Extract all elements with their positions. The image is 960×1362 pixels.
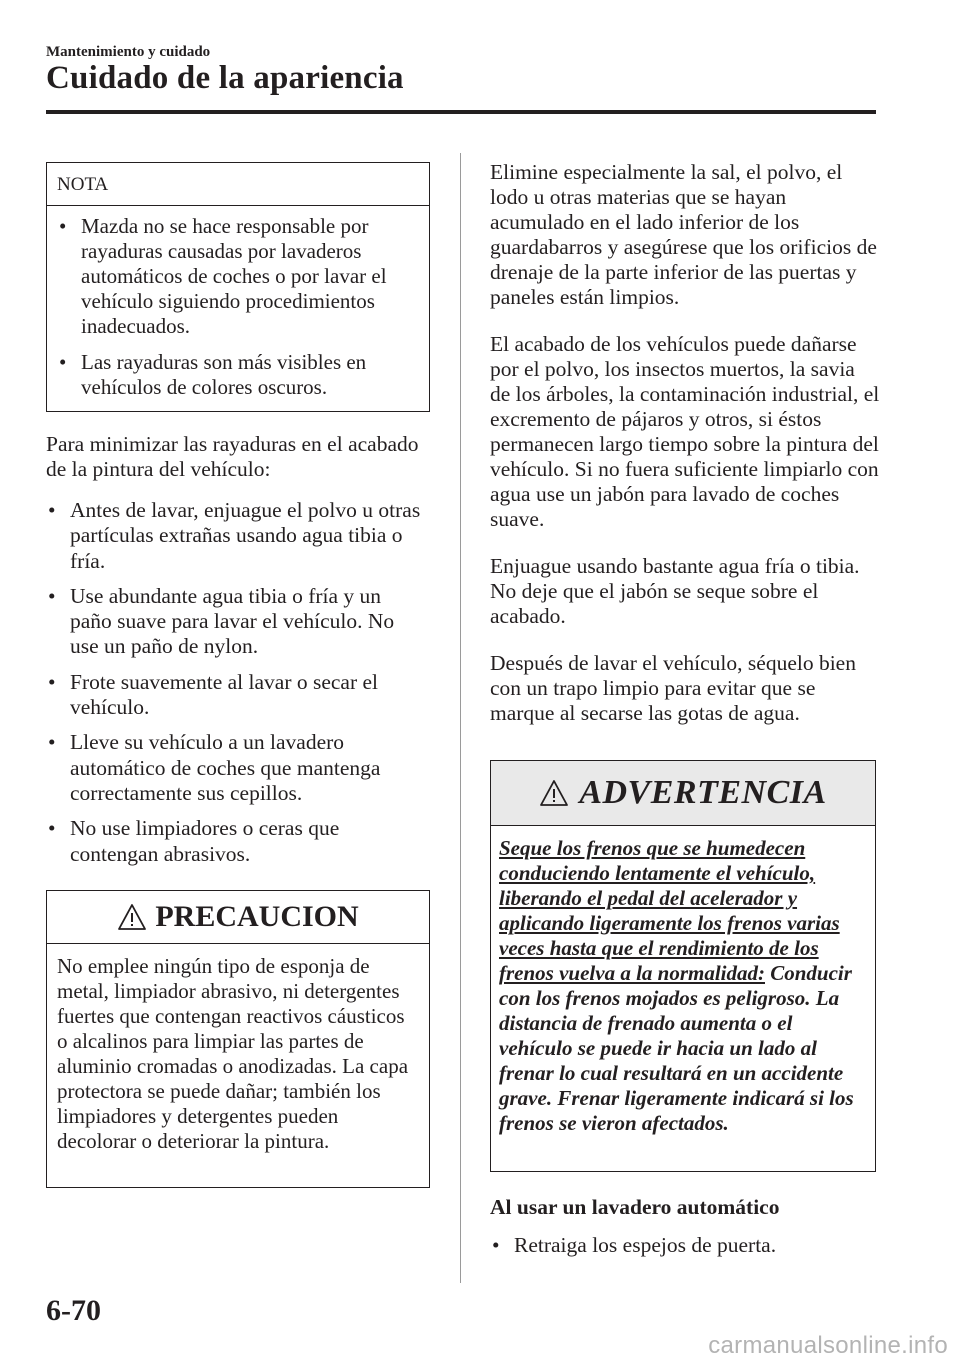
paragraph: El acabado de los vehículos puede dañarse por el polvo, los insectos muertos, la savia de los árboles, la contaminación industrial, el excremento de pájaros y otros, si éstos permanecen largo tiempo sobre la pintura del vehículo. Si no fuera suficiente limpiarlo con agua use un jabón para lavado de coches suave. — [490, 332, 880, 531]
list-item: • Retraiga los espejos de puerta. — [490, 1233, 880, 1258]
watermark: carmanualsonline.info — [708, 1332, 948, 1359]
precaucion-box — [46, 890, 430, 1188]
paragraph: Enjuague usando bastante agua fría o tibia. No deje que el jabón se seque sobre el acabado. — [490, 554, 860, 628]
advertencia-title: ADVERTENCIA — [579, 774, 827, 811]
scratch-tips-list — [46, 498, 426, 877]
advertencia-text: Conducir con los frenos mojados es peligroso. La distancia de frenado aumenta o el vehículo se puede ir hacia un lado al frenar lo cual resultará en un accidente grave. Frenar ligeramente indicará si los frenos se vieron afectados. — [499, 961, 854, 1135]
advertencia-instruction: Seque los frenos que se humedecen conduciendo lentamente el vehículo, liberando el pedal del acelerador y aplicando ligeramente los frenos varias veces hasta que el rendimiento de los frenos vuelva a la normalidad: — [499, 836, 840, 985]
warning-triangle-icon — [117, 903, 147, 931]
left-intro-paragraph: Para minimizar las rayaduras en el acabado de la pintura del vehículo: — [46, 432, 419, 481]
paragraph: Después de lavar el vehículo, séquelo bien con un trapo limpio para evitar que se marque al secarse las gotas de agua. — [490, 651, 856, 725]
header-divider — [46, 110, 876, 114]
list-item: • Frote suavemente al lavar o secar el vehículo. — [46, 670, 426, 721]
list-item: • Use abundante agua tibia o fría y un paño suave para lavar el vehículo. No use un paño de nylon. — [46, 584, 426, 660]
advertencia-box — [490, 760, 876, 1172]
section-label: Mantenimiento y cuidado — [46, 44, 211, 60]
list-item: • Lleve su vehículo a un lavadero automático de coches que mantenga correctamente sus cepillos. — [46, 730, 426, 806]
nota-item: • Las rayaduras son más visibles en vehículos de colores oscuros. — [57, 350, 419, 400]
auto-wash-heading: Al usar un lavadero automático — [490, 1195, 780, 1219]
list-item: • Antes de lavar, enjuague el polvo u otras partículas extrañas usando agua tibia o fría. — [46, 498, 426, 574]
advertencia-body — [491, 826, 875, 1136]
nota-box — [46, 162, 430, 412]
precaucion-header — [47, 891, 429, 944]
column-divider — [460, 153, 461, 1283]
warning-triangle-icon — [539, 779, 569, 807]
nota-label: NOTA — [47, 163, 429, 206]
nota-list — [47, 206, 429, 400]
list-item: • No use limpiadores o ceras que contengan abrasivos. — [46, 816, 426, 867]
precaucion-text: No emplee ningún tipo de esponja de metal, limpiador abrasivo, ni detergentes fuertes que contengan reactivos cáusticos o alcalinos para limpiar las partes de aluminio cromadas o anodizadas. La capa protectora se puede dañar; también los limpiadores y detergentes pueden decolorar o deteriorar la pintura. — [57, 954, 409, 1153]
page-title: Cuidado de la apariencia — [46, 60, 404, 96]
auto-wash-list — [490, 1233, 880, 1268]
paragraph: Elimine especialmente la sal, el polvo, el lodo u otras materias que se hayan acumulado en el lado inferior de los guardabarros y asegúrese que los orificios de drenaje de la parte inferior de las puertas y paneles están limpios. — [490, 160, 877, 309]
advertencia-header — [491, 761, 875, 826]
nota-item: • Mazda no se hace responsable por rayaduras causadas por lavaderos automáticos de coches o por lavar el vehículo siguiendo procedimientos inadecuados. — [57, 214, 419, 339]
precaucion-title: PRECAUCION — [155, 900, 359, 933]
right-column — [490, 160, 880, 748]
page-number: 6-70 — [46, 1294, 101, 1327]
